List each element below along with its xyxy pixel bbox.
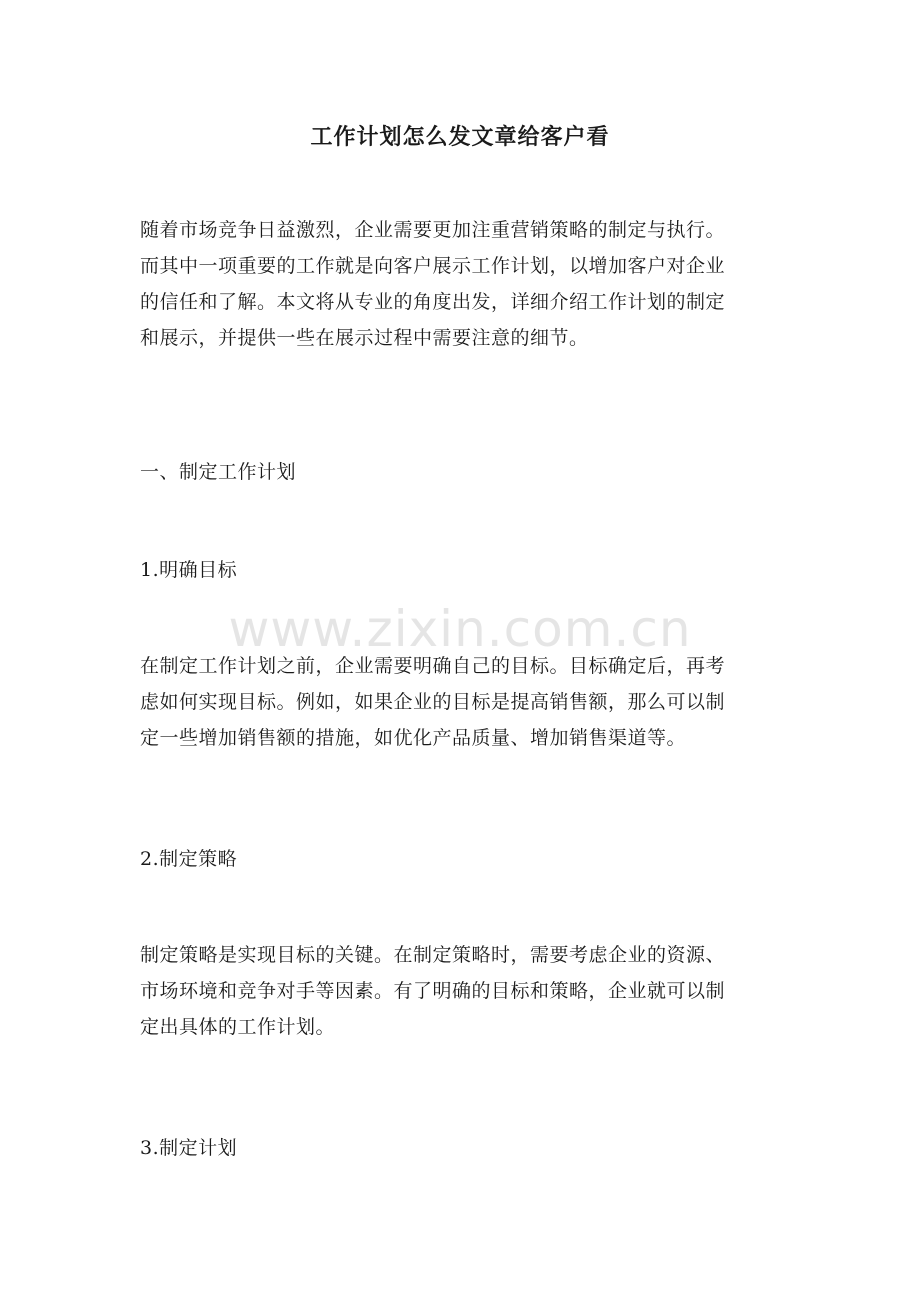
- document-title: 工作计划怎么发文章给客户看: [310, 124, 610, 150]
- watermark: www.zixin.com.cn: [228, 600, 692, 658]
- subsection-heading: [140, 1130, 805, 1166]
- sub2-paragraph: [140, 937, 805, 1045]
- intro-line: 随着市场竞争日益激烈，企业需要更加注重营销策略的制定与执行。: [140, 219, 726, 241]
- intro-paragraph: [140, 212, 805, 356]
- intro-line: 和展示，并提供一些在展示过程中需要注意的细节。: [140, 327, 589, 349]
- subsection-heading: [140, 841, 805, 877]
- section-heading: [140, 454, 805, 490]
- section1-heading: 一、制定工作计划: [140, 461, 297, 483]
- sub1-line: 虑如何实现目标。例如，如果企业的目标是提高销售额，那么可以制: [140, 691, 726, 713]
- sub2-line: 制定策略是实现目标的关键。在制定策略时，需要考虑企业的资源、: [140, 944, 726, 966]
- sub1-line: 定一些增加销售额的措施，如优化产品质量、增加销售渠道等。: [140, 727, 687, 749]
- sub3-heading: 3.制定计划: [140, 1137, 238, 1159]
- intro-line: 而其中一项重要的工作就是向客户展示工作计划，以增加客户对企业: [140, 255, 726, 277]
- intro-line: 的信任和了解。本文将从专业的角度出发，详细介绍工作计划的制定: [140, 291, 726, 313]
- sub2-heading: 2.制定策略: [140, 848, 238, 870]
- sub1-paragraph: [140, 648, 805, 756]
- sub2-line: 定出具体的工作计划。: [140, 1016, 336, 1038]
- subsection-heading: [140, 552, 805, 588]
- sub1-heading: 1.明确目标: [140, 559, 238, 581]
- sub2-line: 市场环境和竞争对手等因素。有了明确的目标和策略，企业就可以制: [140, 980, 726, 1002]
- sub1-line: 在制定工作计划之前，企业需要明确自己的目标。目标确定后，再考: [140, 655, 726, 677]
